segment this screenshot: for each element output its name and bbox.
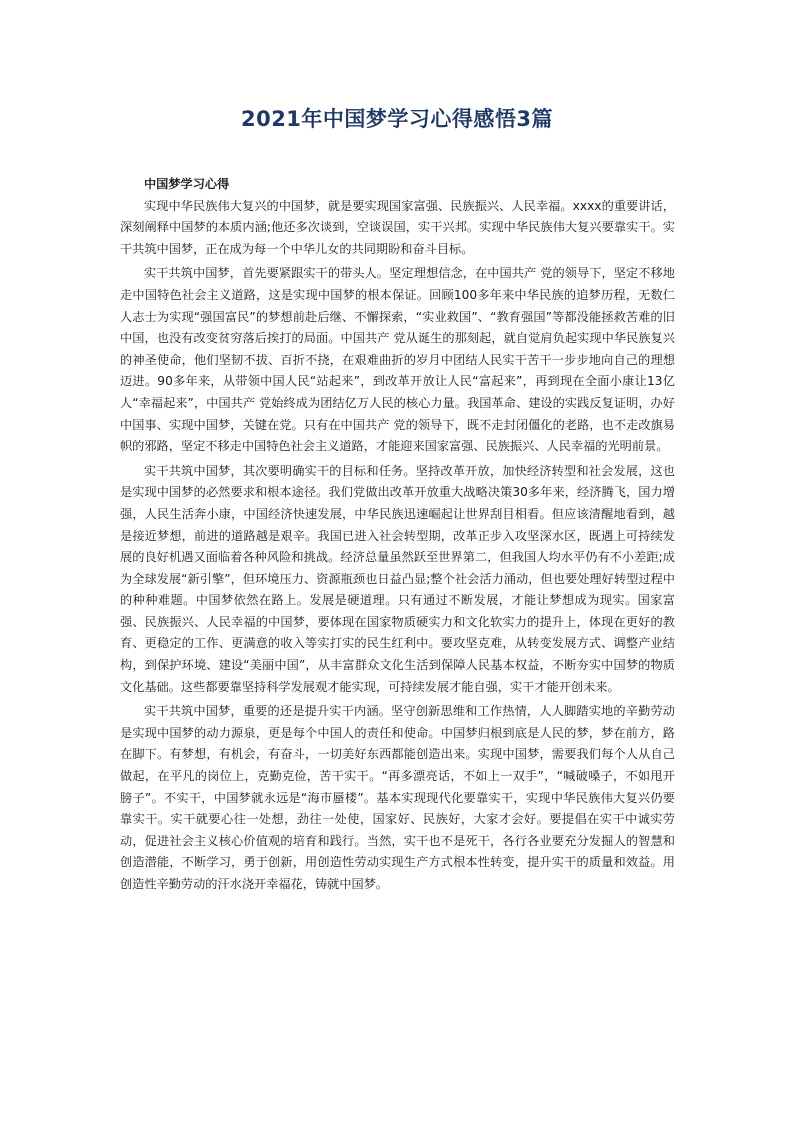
paragraph-3: 实干共筑中国梦，其次要明确实干的目标和任务。坚持改革开放，加快经济转型和社会发展，这也是实现中国梦的必然要求和根本途径。我们党做出改革开放重大战略决策30多年来，经济腾飞，国力增强，人民生活奔小康，中国经济快速发展，中华民族迅速崛起让世界刮目相看。但应该清醒地看到，越是接近梦想，前进的道路越是艰辛。我国已进入社会转型期，改革正步入攻坚深水区，既遇上可持续发展的良好机遇又面临着各种风险和挑战。经济总量虽然跃至世界第二，但我国人均水平仍有不小差距;成为全球发展“新引擎”，但环境压力、资源瓶颈也日益凸显;整个社会活力涌动，但也要处理好转型过程中的种种难题。中国梦依然在路上。发展是硬道理。只有通过不断发展，才能让梦想成为现实。国家富强、民族振兴、人民幸福的中国梦，要体现在国家物质硬实力和文化软实力的提升上，体现在更好的教育、更稳定的工作、更满意的收入等实打实的民生红利中。要攻坚克难，从转变发展方式、调整产业结构，到保护环境、建设“美丽中国”，从丰富群众文化生活到保障人民基本权益，不断夯实中国梦的物质文化基础。这些都要靠坚持科学发展观才能实现，可持续发展才能自强，实干才能开创未来。 bbox=[120, 463, 675, 694]
document-body bbox=[120, 174, 675, 899]
paragraph-4: 实干共筑中国梦，重要的还是提升实干内涵。坚守创新思维和工作热情，人人脚踏实地的辛勤劳动是实现中国梦的动力源泉，更是每个中国人的责任和使命。中国梦归根到底是人民的梦，梦在前方，路在脚下。有梦想，有机会，有奋斗，一切美好东西都能创造出来。实现中国梦，需要我们每个人从自己做起，在平凡的岗位上，克勤克俭，苦干实干。“再多漂亮话，不如上一双手”，“喊破嗓子，不如甩开膀子”。不实干，中国梦就永远是“海市蜃楼”。基本实现现代化要靠实干，实现中华民族伟大复兴仍要靠实干。实干就要心往一处想，劲往一处使，国家好、民族好，大家才会好。要提倡在实干中诚实劳动，促进社会主义核心价值观的培育和践行。当然，实干也不是死干，各行各业要充分发掘人的智慧和创造潜能，不断学习，勇于创新，用创造性劳动实现生产方式根本性转变，提升实干的质量和效益。用创造性辛勤劳动的汗水浇开幸福花，铸就中国梦。 bbox=[120, 704, 675, 891]
section-heading: 中国梦学习心得 bbox=[144, 177, 230, 191]
paragraph-1: 实现中华民族伟大复兴的中国梦，就是要实现国家富强、民族振兴、人民幸福。xxxx的重要讲话，深刻阐释中国梦的本质内涵;他还多次谈到，空谈误国，实干兴邦。实现中华民族伟大复兴要靠实干。实干共筑中国梦，正在成为每一个中华儿女的共同期盼和奋斗目标。 bbox=[120, 198, 675, 256]
paragraph-2: 实干共筑中国梦，首先要紧跟实干的带头人。坚定理想信念，在中国共产 党的领导下，坚定不移地走中国特色社会主义道路，这是实现中国梦的根本保证。回顾100多年来中华民族的追梦历程，无数仁人志士为实现“强国富民”的梦想前赴后继、不懈探索，“实业救国”、“教育强国”等都没能拯救苦难的旧中国，也没有改变贫穷落后挨打的局面。中国共产 党从诞生的那刻起，就自觉肩负起实现中华民族复兴的神圣使命，他们坚韧不拔、百折不挠，在艰难曲折的岁月中团结人民实干苦干一步步地向自己的理想迈进。90多年来，从带领中国人民“站起来”，到改革开放让人民“富起来”，再到现在全面小康让13亿人“幸福起来”，中国共产 党始终成为团结亿万人民的核心力量。我国革命、建设的实践反复证明，办好中国事、实现中国梦，关键在党。只有在中国共产 党的领导下，既不走封闭僵化的老路，也不走改旗易帜的邪路，坚定不移走中国特色社会主义道路，才能迎来国家富强、民族振兴、人民幸福的光明前景。 bbox=[120, 266, 675, 454]
document-title: 2021年中国梦学习心得感悟3篇 bbox=[240, 107, 554, 131]
